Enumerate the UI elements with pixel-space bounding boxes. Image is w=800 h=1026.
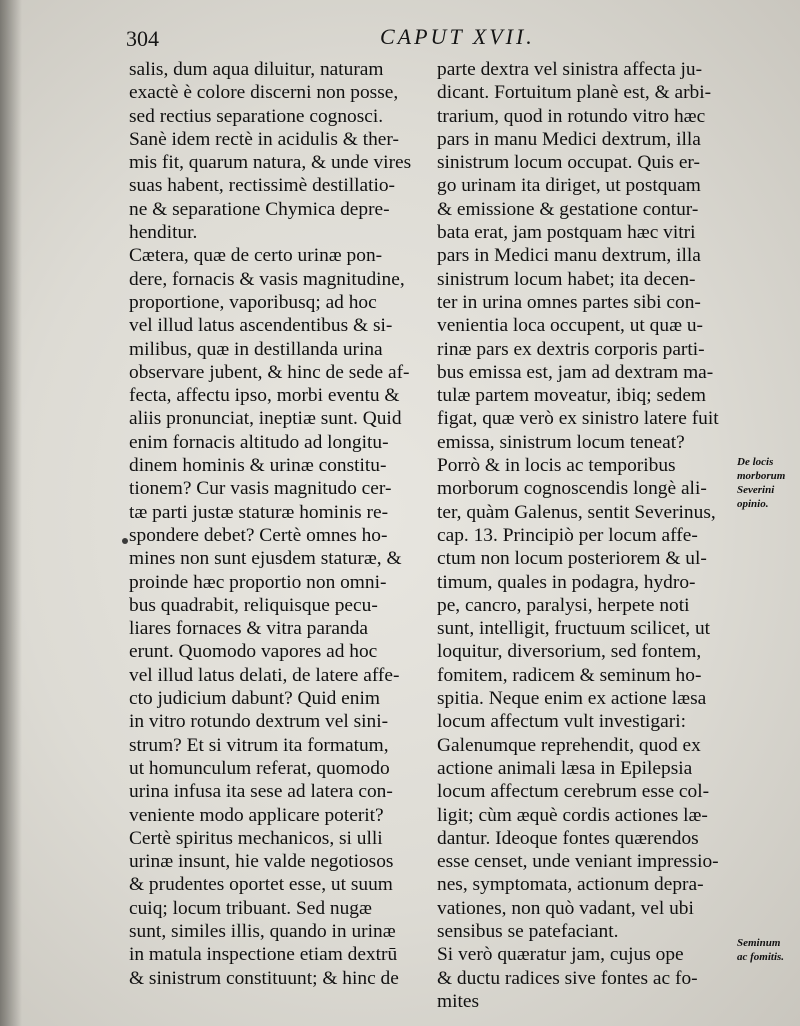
text-line: fomitem, radicem & seminum ho- <box>437 664 702 686</box>
text-line: dinem hominis & urinæ constitu- <box>129 455 387 477</box>
text-line: locum affectum vult investigari: <box>437 711 686 733</box>
text-line: venientia loca occupent, ut quæ u- <box>437 315 703 337</box>
margin-note-seminum <box>737 936 799 964</box>
text-line: timum, quales in podagra, hydro- <box>437 571 696 593</box>
running-head: CAPUT XVII. <box>380 24 535 49</box>
text-line: suas habent, rectissimè destillatio- <box>129 175 396 197</box>
text-line: proinde hæc proportio non omni- <box>129 571 387 593</box>
text-line: urina infusa ita sese ad latera con- <box>129 781 393 803</box>
text-line: cap. 13. Principiò per locum affe- <box>437 524 698 546</box>
margin-note-line: morborum <box>737 470 786 482</box>
margin-note-line: Severini <box>737 484 775 496</box>
text-line: ter in urina omnes partes sibi con- <box>437 291 701 313</box>
text-line: rinæ pars ex dextris corporis parti- <box>437 338 705 360</box>
text-line: dere, fornacis & vasis magnitudine, <box>129 268 405 290</box>
text-line: morborum cognoscendis longè ali- <box>437 478 707 500</box>
text-line: & prudentes oportet esse, ut suum <box>129 874 393 896</box>
text-line: & emissione & gestatione contur- <box>437 198 699 220</box>
text-line: fecta, affectu ipso, morbi eventu & <box>129 385 400 407</box>
text-line: sunt, similes illis, quando in urinæ <box>129 920 396 942</box>
text-line: sed rectius separatione cognosci. <box>129 105 384 127</box>
text-line: Si verò quæratur jam, cujus ope <box>437 944 684 966</box>
margin-note-line: De locis <box>737 456 774 468</box>
text-line: tulæ partem moveatur, ibiq; sedem <box>437 385 707 407</box>
text-line: Certè spiritus mechanicos, si ulli <box>129 827 383 849</box>
text-line: loquitur, diversorium, sed fontem, <box>437 641 702 663</box>
text-line: Galenumque reprehendit, quod ex <box>437 734 701 756</box>
text-line: dicant. Fortuitum planè est, & arbi- <box>437 82 712 104</box>
text-line: emissa, sinistrum locum teneat? <box>437 431 685 453</box>
text-line: pars in manu Medici dextrum, illa <box>437 128 701 150</box>
text-line: figat, quæ verò ex sinistro latere fuit <box>437 408 719 430</box>
text-line: pe, cancro, paralysi, herpete noti <box>437 594 690 616</box>
text-line: parte dextra vel sinistra affecta ju- <box>437 59 703 80</box>
ink-speck <box>122 538 128 544</box>
text-line: dantur. Ideoque fontes quærendos <box>437 827 699 849</box>
text-line: sensibus se patefaciant. <box>437 920 619 942</box>
page-number: 304 <box>126 26 159 51</box>
text-line: spitia. Neque enim ex actione læsa <box>437 688 707 710</box>
text-line: spondere debet? Certè omnes ho- <box>129 524 388 546</box>
text-line: proportione, vaporibusq; ad hoc <box>129 291 377 313</box>
text-line: bus quadrabit, reliquisque pecu- <box>129 594 378 616</box>
page-gutter-shadow <box>0 0 22 1026</box>
text-line: in matula inspectione etiam dextrū <box>129 944 398 966</box>
text-line: Cætera, quæ de certo urinæ pon- <box>129 245 383 267</box>
text-line: ut homunculum referat, quomodo <box>129 757 390 779</box>
text-line: veniente modo applicare poterit? <box>129 804 384 826</box>
text-line: esse censet, unde veniant impressio- <box>437 851 719 873</box>
text-line: salis, dum aqua diluitur, naturam <box>129 59 384 80</box>
text-line: enim fornacis altitudo ad longitu- <box>129 431 389 453</box>
text-line: erunt. Quomodo vapores ad hoc <box>129 641 378 663</box>
text-line: Sanè idem rectè in acidulis & ther- <box>129 128 399 150</box>
text-line: in vitro rotundo dextrum vel sini- <box>129 711 389 733</box>
text-line: mines non sunt ejusdem staturæ, & <box>129 548 402 570</box>
text-line: tæ parti justæ staturæ hominis re- <box>129 501 389 523</box>
text-line: vationes, non quò vadant, vel ubi <box>437 897 694 919</box>
text-line: pars in Medici manu dextrum, illa <box>437 245 701 267</box>
text-line: bus emissa est, jam ad dextram ma- <box>437 361 714 383</box>
right-text-column <box>437 58 737 1013</box>
text-line: aliis pronunciat, ineptiæ sunt. Quid <box>129 408 402 430</box>
text-line: actione animali læsa in Epilepsia <box>437 757 693 779</box>
text-line: ne & separatione Chymica depre- <box>129 198 390 220</box>
text-line: Porrò & in locis ac temporibus <box>437 455 676 477</box>
text-line: sinistrum locum habet; ita decen- <box>437 268 696 290</box>
left-text-column <box>129 58 429 990</box>
text-line: bata erat, jam postquam hæc vitri <box>437 222 696 244</box>
text-line: strum? Et si vitrum ita formatum, <box>129 734 389 756</box>
text-line: ter, quàm Galenus, sentit Severinus, <box>437 501 716 523</box>
text-line: cuiq; locum tribuant. Sed nugæ <box>129 897 372 919</box>
text-line: & ductu radices sive fontes ac fo- <box>437 967 698 989</box>
text-line: & sinistrum constituunt; & hinc de <box>129 967 399 989</box>
text-line: tionem? Cur vasis magnitudo cer- <box>129 478 392 500</box>
text-line: exactè è colore discerni non posse, <box>129 82 399 104</box>
margin-note-line: opinio. <box>737 498 769 510</box>
text-line: milibus, quæ in destillanda urina <box>129 338 383 360</box>
text-line: vel illud latus delati, de latere affe- <box>129 664 400 686</box>
text-line: cto judicium dabunt? Quid enim <box>129 688 380 710</box>
text-line: mis fit, quarum natura, & unde vires <box>129 152 412 174</box>
text-line: henditur. <box>129 222 198 244</box>
text-line: sunt, intelligit, fructuum scilicet, ut <box>437 618 711 640</box>
margin-note-line: Seminum <box>737 937 781 949</box>
text-line: ctum non locum posteriorem & ul- <box>437 548 707 570</box>
text-line: observare jubent, & hinc de sede af- <box>129 361 410 383</box>
text-line: vel illud latus ascendentibus & si- <box>129 315 393 337</box>
text-line: locum affectum cerebrum esse col- <box>437 781 710 803</box>
text-line: go urinam ita diriget, ut postquam <box>437 175 701 197</box>
margin-note-de-locis <box>737 455 799 511</box>
text-line: nes, symptomata, actionum depra- <box>437 874 704 896</box>
margin-note-line: ac fomitis. <box>737 951 785 963</box>
text-line: mites <box>437 990 480 1012</box>
text-line: ligit; cùm æquè cordis actiones læ- <box>437 804 708 826</box>
text-line: liares fornaces & vitra paranda <box>129 618 369 640</box>
text-line: urinæ insunt, hie valde negotiosos <box>129 851 394 873</box>
text-line: trarium, quod in rotundo vitro hæc <box>437 105 706 127</box>
text-line: sinistrum locum occupat. Quis er- <box>437 152 700 174</box>
